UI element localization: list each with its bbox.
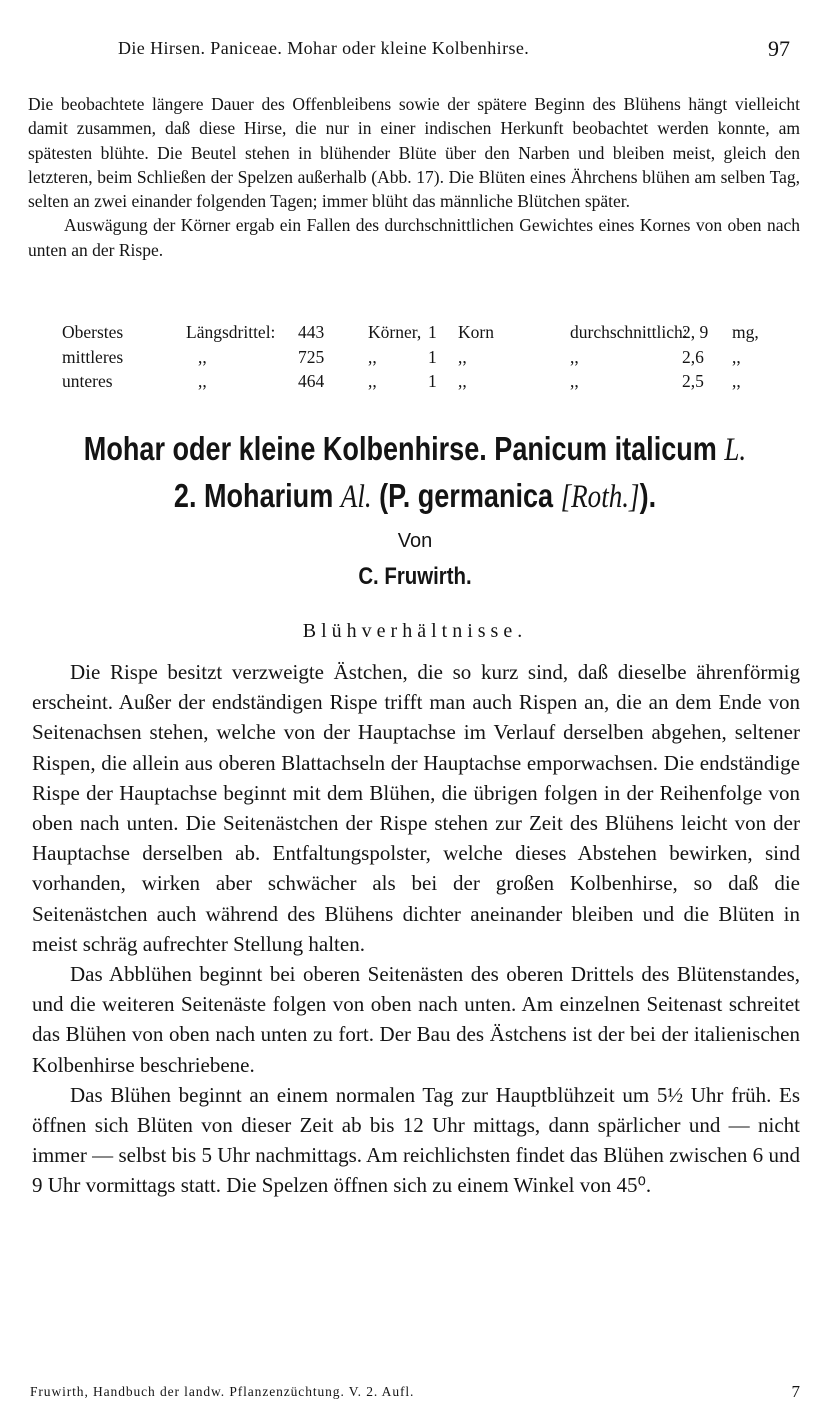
cell-unit: ,, — [368, 346, 377, 367]
cell-value: 2, 9 — [682, 322, 709, 342]
footer-citation: Fruwirth, Handbuch der landw. Pflanzenzüchtung. V. 2. Aufl. — [30, 1384, 415, 1399]
cell-one: 1 — [428, 346, 437, 367]
title-authority: Al. — [340, 479, 372, 515]
body-paragraph: Das Abblühen beginnt bei oberen Seitenästen des oberen Drittels des Blütenstandes, und die weiteren Seitenäste folgen von oben nach unten. Am einzelnen Seitenast schreitet das Blühen von oben nach unten zu fort. Der Bau des Ästchens ist der bei der italienischen Kolbenhirse beschriebene. — [32, 962, 800, 1077]
cell-rest: ,, — [198, 346, 207, 367]
cell-one: 1 — [428, 371, 437, 391]
cell-avg: ,, — [570, 346, 579, 367]
table-row — [62, 345, 782, 370]
author-name: C. Fruwirth. — [358, 563, 472, 590]
intro-paragraph: Die beobachtete längere Dauer des Offenbleibens sowie der spätere Beginn des Blühens hängt vielleicht damit zusammen, daß diese Hirse, die nur in einer indischen Herkunft beobachtet werden konnte, am spätesten blühte. Die Beutel stehen in blühender Blüte über den Narben und bleiben meist, gleich den letzteren, beim Schließen der Spelzen außerhalb (Abb. 17). Die Blüten eines Ährchens blühen am selben Tag, selten an zwei einander folgenden Tagen; immer blüht das männliche Blütchen später. — [28, 94, 800, 212]
page-footer — [30, 1382, 800, 1404]
cell-count: 725 — [298, 346, 325, 367]
table-row — [62, 320, 782, 345]
title-part: 2. Moharium — [173, 477, 341, 514]
title-part: (P. germanica — [371, 477, 561, 514]
body-paragraph: Das Blühen beginnt an einem normalen Tag zur Hauptblühzeit um 5½ Uhr früh. Es öffnen sich Blüten von dieser Zeit ab bis 12 Uhr mittags, dann spärlicher und — nicht immer — selbst bis 5 Uhr nachmittags. Am reichlichsten findet das Blühen zwischen 6 und 9 Uhr vormittags statt. Die Spelzen öffnen sich zu einem Winkel von 45⁰. — [32, 1082, 800, 1198]
byline-prefix: Von — [397, 530, 433, 552]
cell-part: Oberstes — [62, 322, 124, 342]
title-authority: L. — [724, 432, 747, 468]
body-paragraph: Die Rispe besitzt verzweigte Ästchen, die so kurz sind, daß dieselbe ährenförmig erscheint. Außer der endständigen Rispe trifft man auch Rispen an, die an dem Ende von Seitenachsen stehen, welche von der Hauptachse im Verlauf derselben abgehen, seltener Rispen, die allein aus oberen Blattachseln der Hauptachse emporwachsen. Die endständige Rispe der Hauptachse beginnt mit dem Blühen, die übrigen folgen in der Reihenfolge von oben nach unten. Die Seitenästchen der Rispe stehen zur Zeit des Blühens leicht von der Hauptachse derselben ab. Entfaltungspolster, welche dieses Abstehen bewirken, sind vorhanden, wirken aber schwächer als bei der großen Kolbenhirse, so daß die Seitenästchen auch während des Blühens dichter aneinander bleiben und die Blüten in meist schräg aufrechter Stellung halten. — [32, 660, 800, 956]
cell-korn: ,, — [458, 346, 467, 367]
cell-count: 443 — [298, 322, 325, 342]
running-head-title: Die Hirsen. Paniceae. Mohar oder kleine Kolbenhirse. — [118, 38, 530, 58]
cell-count: 464 — [298, 371, 325, 391]
cell-mg: mg, — [732, 322, 759, 342]
title-part: ). — [639, 477, 657, 514]
cell-rest: Längsdrittel: — [186, 322, 276, 342]
article-title-line-1 — [75, 430, 756, 469]
cell-rest: ,, — [198, 371, 207, 391]
cell-part: unteres — [62, 371, 113, 391]
signature-mark: 7 — [791, 1382, 800, 1401]
article-title-line-2 — [75, 477, 756, 516]
cell-mg: ,, — [732, 346, 741, 367]
grain-weight-table — [62, 320, 782, 394]
cell-mg: ,, — [732, 371, 741, 391]
title-authority: [Roth.] — [560, 479, 640, 515]
page-number: 97 — [768, 36, 790, 61]
cell-korn: ,, — [458, 371, 467, 391]
title-main: Mohar oder kleine Kolbenhirse. Panicum italicum — [83, 430, 725, 467]
cell-value: 2,6 — [682, 346, 704, 367]
cell-unit: ,, — [368, 371, 377, 391]
cell-unit: Körner, — [368, 322, 422, 342]
cell-avg: ,, — [570, 371, 579, 391]
running-head — [0, 38, 830, 64]
cell-korn: Korn — [458, 322, 494, 342]
cell-avg: durchschnittlich: — [570, 322, 688, 342]
cell-part: mittleres — [62, 346, 124, 367]
section-body — [32, 657, 800, 1201]
table-row — [62, 369, 782, 394]
section-heading: Blühverhältnisse. — [302, 620, 528, 642]
intro-paragraph: Auswägung der Körner ergab ein Fallen des durchschnittlichen Gewichtes eines Kornes von oben nach unten an der Rispe. — [28, 215, 800, 260]
intro-text — [28, 92, 800, 262]
cell-value: 2,5 — [682, 371, 704, 391]
cell-one: 1 — [428, 322, 437, 342]
